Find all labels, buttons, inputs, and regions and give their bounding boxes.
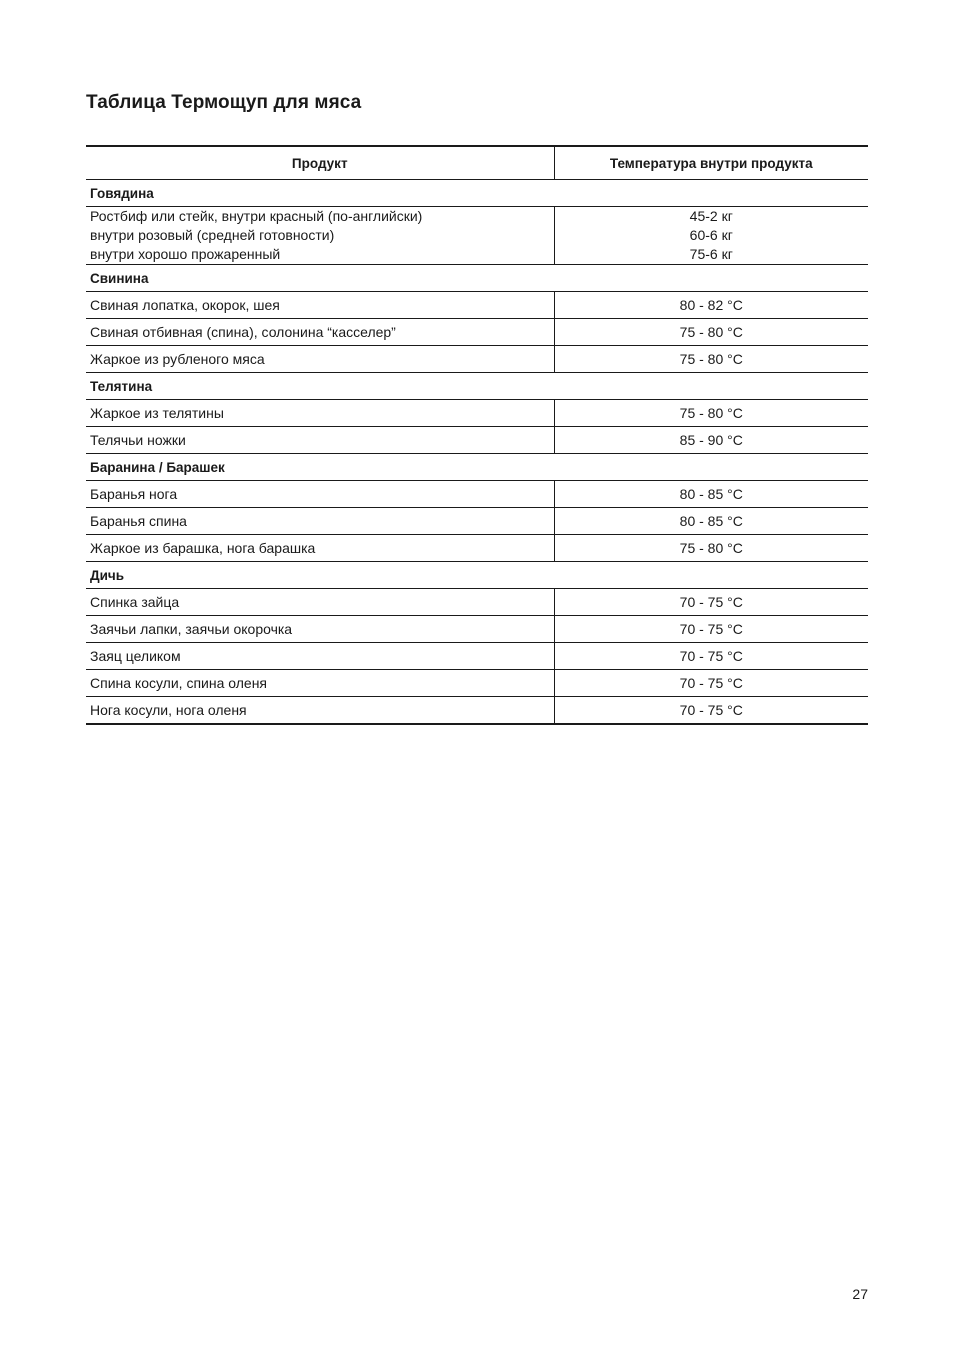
product-line: внутри розовый (средней готовности) xyxy=(90,227,335,243)
product-cell: Свиная отбивная (спина), солонина “касселер” xyxy=(86,319,554,346)
table-row xyxy=(86,400,868,427)
table-row xyxy=(86,427,868,454)
column-header-temperature: Температура внутри продукта xyxy=(554,146,868,180)
category-row-veal xyxy=(86,373,868,400)
column-header-product: Продукт xyxy=(86,146,554,180)
table-header-row xyxy=(86,146,868,180)
product-cell: Заячьи лапки, заячьи окорочка xyxy=(86,616,554,643)
table-row xyxy=(86,616,868,643)
category-label: Телятина xyxy=(86,373,868,400)
category-label: Дичь xyxy=(86,562,868,589)
temperature-cell: 70 - 75 °C xyxy=(554,643,868,670)
temperature-line: 75-6 кг xyxy=(689,246,733,262)
category-row-game xyxy=(86,562,868,589)
product-cell xyxy=(86,207,554,265)
product-line: Ростбиф или стейк, внутри красный (по-английски) xyxy=(90,208,423,224)
temperature-cell: 70 - 75 °C xyxy=(554,670,868,697)
table-row xyxy=(86,508,868,535)
product-cell: Нога косули, нога оленя xyxy=(86,697,554,725)
category-row-lamb xyxy=(86,454,868,481)
table-row xyxy=(86,319,868,346)
temperature-cell xyxy=(554,207,868,265)
temperature-line: 45-2 кг xyxy=(689,208,733,224)
product-cell: Баранья спина xyxy=(86,508,554,535)
category-label: Баранина / Барашек xyxy=(86,454,868,481)
product-line: внутри хорошо прожаренный xyxy=(90,246,281,262)
temperature-line: 60-6 кг xyxy=(689,227,733,243)
page-title: Таблица Термощуп для мяса xyxy=(86,92,362,113)
table-row xyxy=(86,481,868,508)
product-cell: Жаркое из барашка, нога барашка xyxy=(86,535,554,562)
temperature-cell: 75 - 80 °C xyxy=(554,400,868,427)
product-cell: Телячьи ножки xyxy=(86,427,554,454)
product-cell: Заяц целиком xyxy=(86,643,554,670)
category-row-pork xyxy=(86,265,868,292)
category-row-beef xyxy=(86,180,868,207)
temperature-cell: 70 - 75 °C xyxy=(554,589,868,616)
meat-probe-table xyxy=(86,145,868,725)
table-row xyxy=(86,207,868,265)
temperature-cell: 80 - 82 °C xyxy=(554,292,868,319)
product-cell: Свиная лопатка, окорок, шея xyxy=(86,292,554,319)
page-number: 27 xyxy=(852,1286,868,1302)
temperature-cell: 85 - 90 °C xyxy=(554,427,868,454)
product-cell: Спина косули, спина оленя xyxy=(86,670,554,697)
table-row xyxy=(86,292,868,319)
table-row xyxy=(86,670,868,697)
temperature-cell: 75 - 80 °C xyxy=(554,535,868,562)
temperature-cell: 75 - 80 °C xyxy=(554,346,868,373)
table-row xyxy=(86,697,868,725)
temperature-cell: 70 - 75 °C xyxy=(554,616,868,643)
temperature-cell: 70 - 75 °C xyxy=(554,697,868,725)
temperature-cell: 80 - 85 °C xyxy=(554,508,868,535)
product-cell: Баранья нога xyxy=(86,481,554,508)
table-row xyxy=(86,589,868,616)
product-cell: Жаркое из телятины xyxy=(86,400,554,427)
table-row xyxy=(86,346,868,373)
temperature-cell: 75 - 80 °C xyxy=(554,319,868,346)
product-cell: Жаркое из рубленого мяса xyxy=(86,346,554,373)
category-label: Говядина xyxy=(86,180,868,207)
category-label: Свинина xyxy=(86,265,868,292)
temperature-cell: 80 - 85 °C xyxy=(554,481,868,508)
table-row xyxy=(86,535,868,562)
product-cell: Спинка зайца xyxy=(86,589,554,616)
table-row xyxy=(86,643,868,670)
